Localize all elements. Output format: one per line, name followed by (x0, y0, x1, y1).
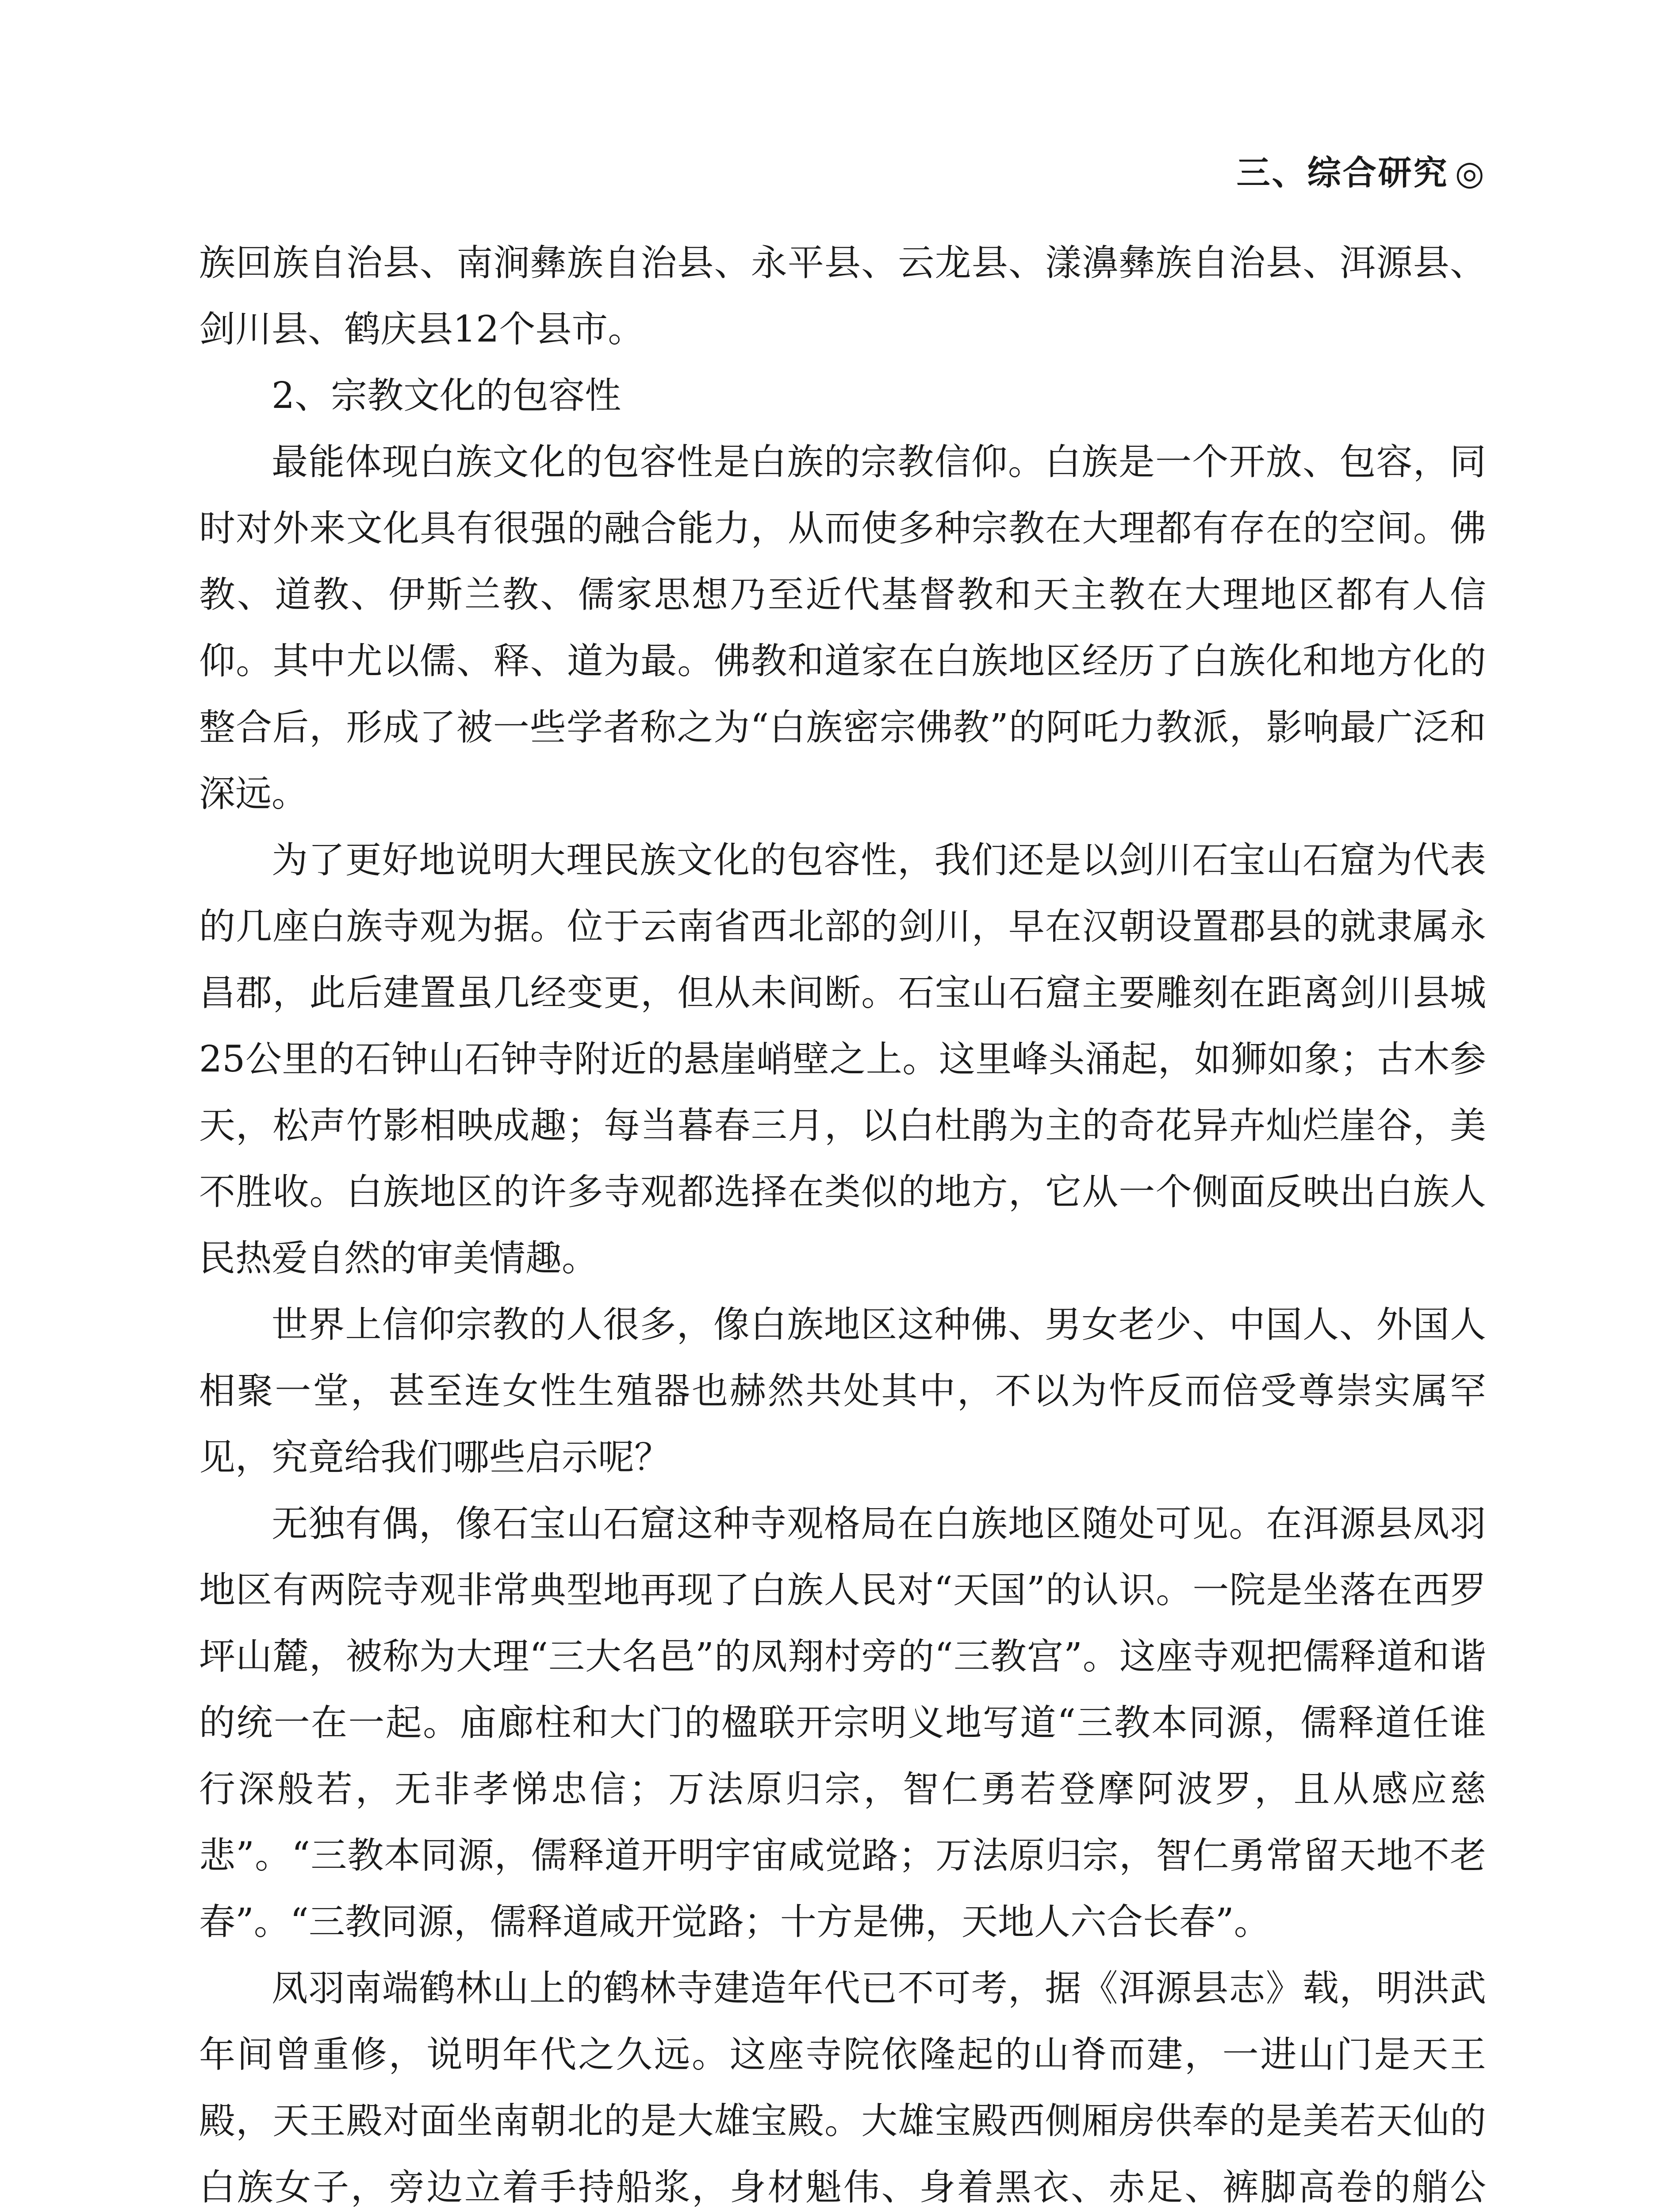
paragraph: 世界上信仰宗教的人很多，像白族地区这种佛、男女老少、中国人、外国人相聚一堂，甚至连女性生殖器也赫然共处其中，不以为忤反而倍受尊崇实属罕见，究竟给我们哪些启示呢？ (199, 1304, 1486, 1479)
paragraph: 无独有偶，像石宝山石窟这种寺观格局在白族地区随处可见。在洱源县凤羽地区有两院寺观非常典型地再现了白族人民对“天国”的认识。一院是坐落在西罗坪山麓，被称为大理“三大名邑”的凤翔村旁的“三教宫”。这座寺观把儒释道和谐的统一在一起。庙廊柱和大门的楹联开宗明义地写道“三教本同源，儒释道任谁行深般若，无非孝悌忠信；万法原归宗，智仁勇若登摩阿波罗，且从感应慈悲”。“三教本同源，儒释道开明宇宙咸觉路；万法原归宗，智仁勇常留天地不老春”。“三教同源，儒释道咸开觉路；十方是佛，天地人六合长春”。 (199, 1503, 1486, 1943)
section-title: 三、综合研究 (1236, 153, 1449, 192)
body-text (199, 230, 1486, 2212)
paragraph-continued: 族回族自治县、南涧彝族自治县、永平县、云龙县、漾濞彝族自治县、洱源县、剑川县、鹤庆县12个县市。 (199, 242, 1486, 350)
paragraph: 为了更好地说明大理民族文化的包容性，我们还是以剑川石宝山石窟为代表的几座白族寺观为据。位于云南省西北部的剑川，早在汉朝设置郡县的就隶属永昌郡，此后建置虽几经变更，但从未间断。石宝山石窟主要雕刻在距离剑川县城25公里的石钟山石钟寺附近的悬崖峭壁之上。这里峰头涌起，如狮如象；古木参天，松声竹影相映成趣；每当暮春三月，以白杜鹃为主的奇花异卉灿烂崖谷，美不胜收。白族地区的许多寺观都选择在类似的地方，它从一个侧面反映出白族人民热爱自然的审美情趣。 (199, 839, 1486, 1279)
bullseye-icon: ◎ (1455, 153, 1486, 192)
paragraph: 凤羽南端鹤林山上的鹤林寺建造年代已不可考，据《洱源县志》载，明洪武年间曾重修，说明年代之久远。这座寺院依隆起的山脊而建，一进山门是天王殿，天王殿对面坐南朝北的是大雄宝殿。大雄宝殿西侧厢房供奉的是美若天仙的白族女子，旁边立着手持船浆，身材魁伟、身着黑衣、赤足、裤脚高卷的艄公 (199, 1967, 1486, 2208)
running-head (1237, 146, 1486, 194)
paragraph: 最能体现白族文化的包容性是白族的宗教信仰。白族是一个开放、包容，同时对外来文化具有很强的融合能力，从而使多种宗教在大理都有存在的空间。佛教、道教、伊斯兰教、儒家思想乃至近代基督教和天主教在大理地区都有人信仰。其中尤以儒、释、道为最。佛教和道家在白族地区经历了白族化和地方化的整合后，形成了被一些学者称之为“白族密宗佛教”的阿吒力教派，影响最广泛和深远。 (199, 441, 1486, 815)
section-heading: 2、宗教文化的包容性 (272, 375, 621, 417)
